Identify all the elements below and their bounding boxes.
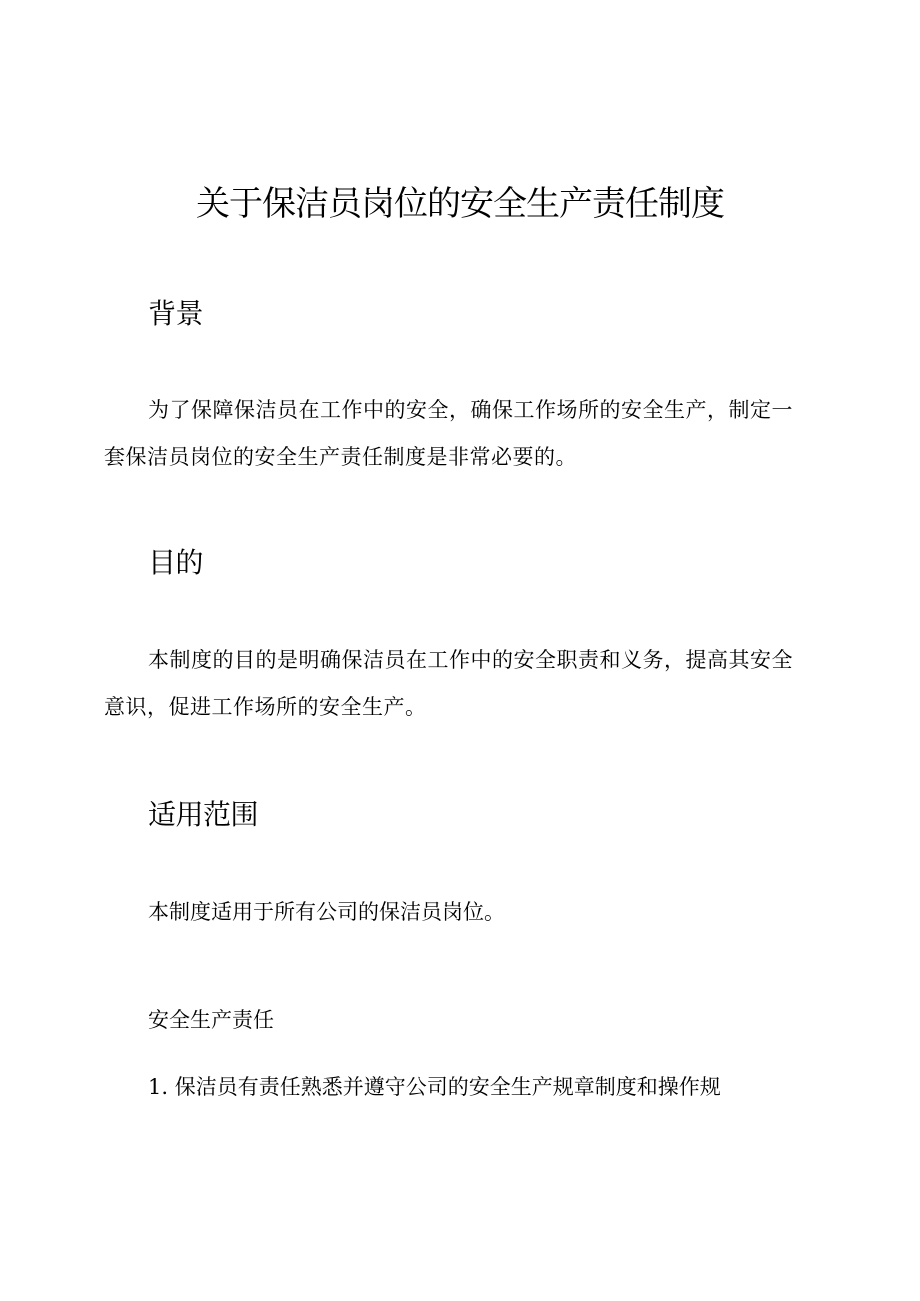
- section-heading-responsibility: 安全生产责任: [148, 1008, 274, 1032]
- section-heading-purpose: 目的: [148, 546, 204, 579]
- section-heading-scope: 适用范围: [148, 798, 259, 831]
- section-heading-background: 背景: [148, 297, 204, 330]
- section-body-background: 为了保障保洁员在工作中的安全，确保工作场所的安全生产，制定一套保洁员岗位的安全生产责任制度是非常必要的。: [104, 398, 793, 469]
- section-body-purpose: 本制度的目的是明确保洁员在工作中的安全职责和义务，提高其安全意识，促进工作场所的安全生产。: [104, 648, 793, 719]
- section-body-scope: 本制度适用于所有公司的保洁员岗位。: [148, 900, 505, 924]
- document-title: 关于保洁员岗位的安全生产责任制度: [196, 184, 724, 224]
- responsibility-item-1: 1. 保洁员有责任熟悉并遵守公司的安全生产规章制度和操作规: [148, 1075, 721, 1099]
